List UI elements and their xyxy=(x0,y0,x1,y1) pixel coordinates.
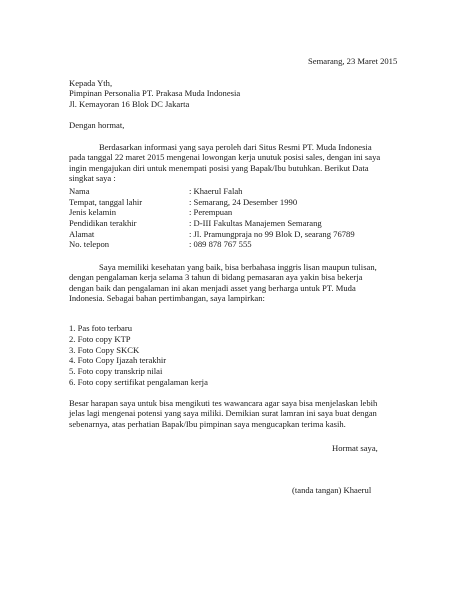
intro-line: Berdasarkan informasi yang saya peroleh dari Situs Resmi PT. Muda Indonesia xyxy=(99,142,372,152)
body-line: Indonesia. Sebagai bahan pertimbangan, saya lampirkan: xyxy=(69,293,265,304)
list-item: 3. Foto Copy SKCK xyxy=(69,344,140,355)
attachment-list xyxy=(69,323,208,388)
field-row-address xyxy=(69,229,429,240)
recipient-company: Pimpinan Personalia PT. Prakasa Muda Indonesia xyxy=(69,88,241,99)
date-line: Semarang, 23 Maret 2015 xyxy=(308,56,398,66)
field-row-education xyxy=(69,218,429,229)
field-value: : Jl. Pramungpraja no 99 Blok D, searang 76789 xyxy=(189,228,355,239)
field-value: : Khaerul Falah xyxy=(189,186,243,196)
list-item: 2. Foto copy KTP xyxy=(69,333,131,344)
list-item: 5. Foto copy transkrip nilai xyxy=(69,366,163,376)
list-item: 1. Pas foto terbaru xyxy=(69,323,133,333)
greeting: Dengan hormat, xyxy=(69,120,125,130)
field-label: No. telepon xyxy=(69,239,110,250)
field-row-birth xyxy=(69,197,429,208)
field-row-gender xyxy=(69,207,429,218)
list-item: 4. Foto Copy Ijazah terakhir xyxy=(69,355,167,366)
field-value: : 089 878 767 555 xyxy=(189,239,252,250)
field-label: Jenis kelamin xyxy=(69,207,117,218)
recipient-block xyxy=(69,78,240,109)
closing-line: Besar harapan saya untuk bisa mengikuti tes wawancara agar saya bisa menjelaskan lebih xyxy=(69,398,378,408)
sign-off: Hormat saya, xyxy=(332,443,378,453)
intro-paragraph xyxy=(69,142,380,184)
field-label: Tempat, tanggal lahir xyxy=(69,196,143,207)
intro-line: pada tanggal 22 maret 2015 mengenai lowongan kerja unutuk posisi sales, dengan ini saya xyxy=(69,152,381,163)
field-label: Nama xyxy=(69,186,90,196)
field-row-name xyxy=(69,186,429,197)
field-value: : D-III Fakultas Manajemen Semarang xyxy=(189,218,322,229)
recipient-salutation: Kepada Yth, xyxy=(69,78,113,88)
field-value: : Perempuan xyxy=(189,207,233,218)
intro-line: singkat saya : xyxy=(69,173,116,184)
closing-line: jelas lagi mengenai potensi yang saya miliki. Demikian surat lamran ini saya buat dengan xyxy=(69,408,377,419)
signature: (tanda tangan) Khaerul xyxy=(292,485,372,495)
body-paragraph xyxy=(69,262,377,304)
intro-line: ingin mengajukan diri untuk menempati posisi yang Bapak/Ibu butuhkan. Berikut Data xyxy=(69,162,369,173)
body-line: Saya memiliki kesehatan yang baik, bisa berbahasa inggris lisan maupun tulisan, xyxy=(99,262,377,272)
field-label: Pendidikan terakhir xyxy=(69,218,137,229)
list-item: 6. Foto copy sertifikat pengalaman kerja xyxy=(69,376,208,387)
personal-data-table xyxy=(69,186,429,250)
body-line: dengan pengalaman kerja selama 3 tahun di bidang pemasaran aya yakin bisa bekerja xyxy=(69,272,363,283)
body-line: dengan baik dan pengalaman ini akan menjadi asset yang berharga untuk PT. Muda xyxy=(69,282,356,293)
field-row-phone xyxy=(69,239,429,250)
closing-paragraph xyxy=(69,398,377,429)
recipient-address: Jl. Kemayoran 16 Blok DC Jakarta xyxy=(69,98,190,109)
field-value: : Semarang, 24 Desember 1990 xyxy=(189,196,298,207)
closing-line: sebenarnya, atas perhatian Bapak/Ibu pimpinan saya mengucapkan terima kasih. xyxy=(69,418,346,429)
field-label: Alamat xyxy=(69,228,95,239)
